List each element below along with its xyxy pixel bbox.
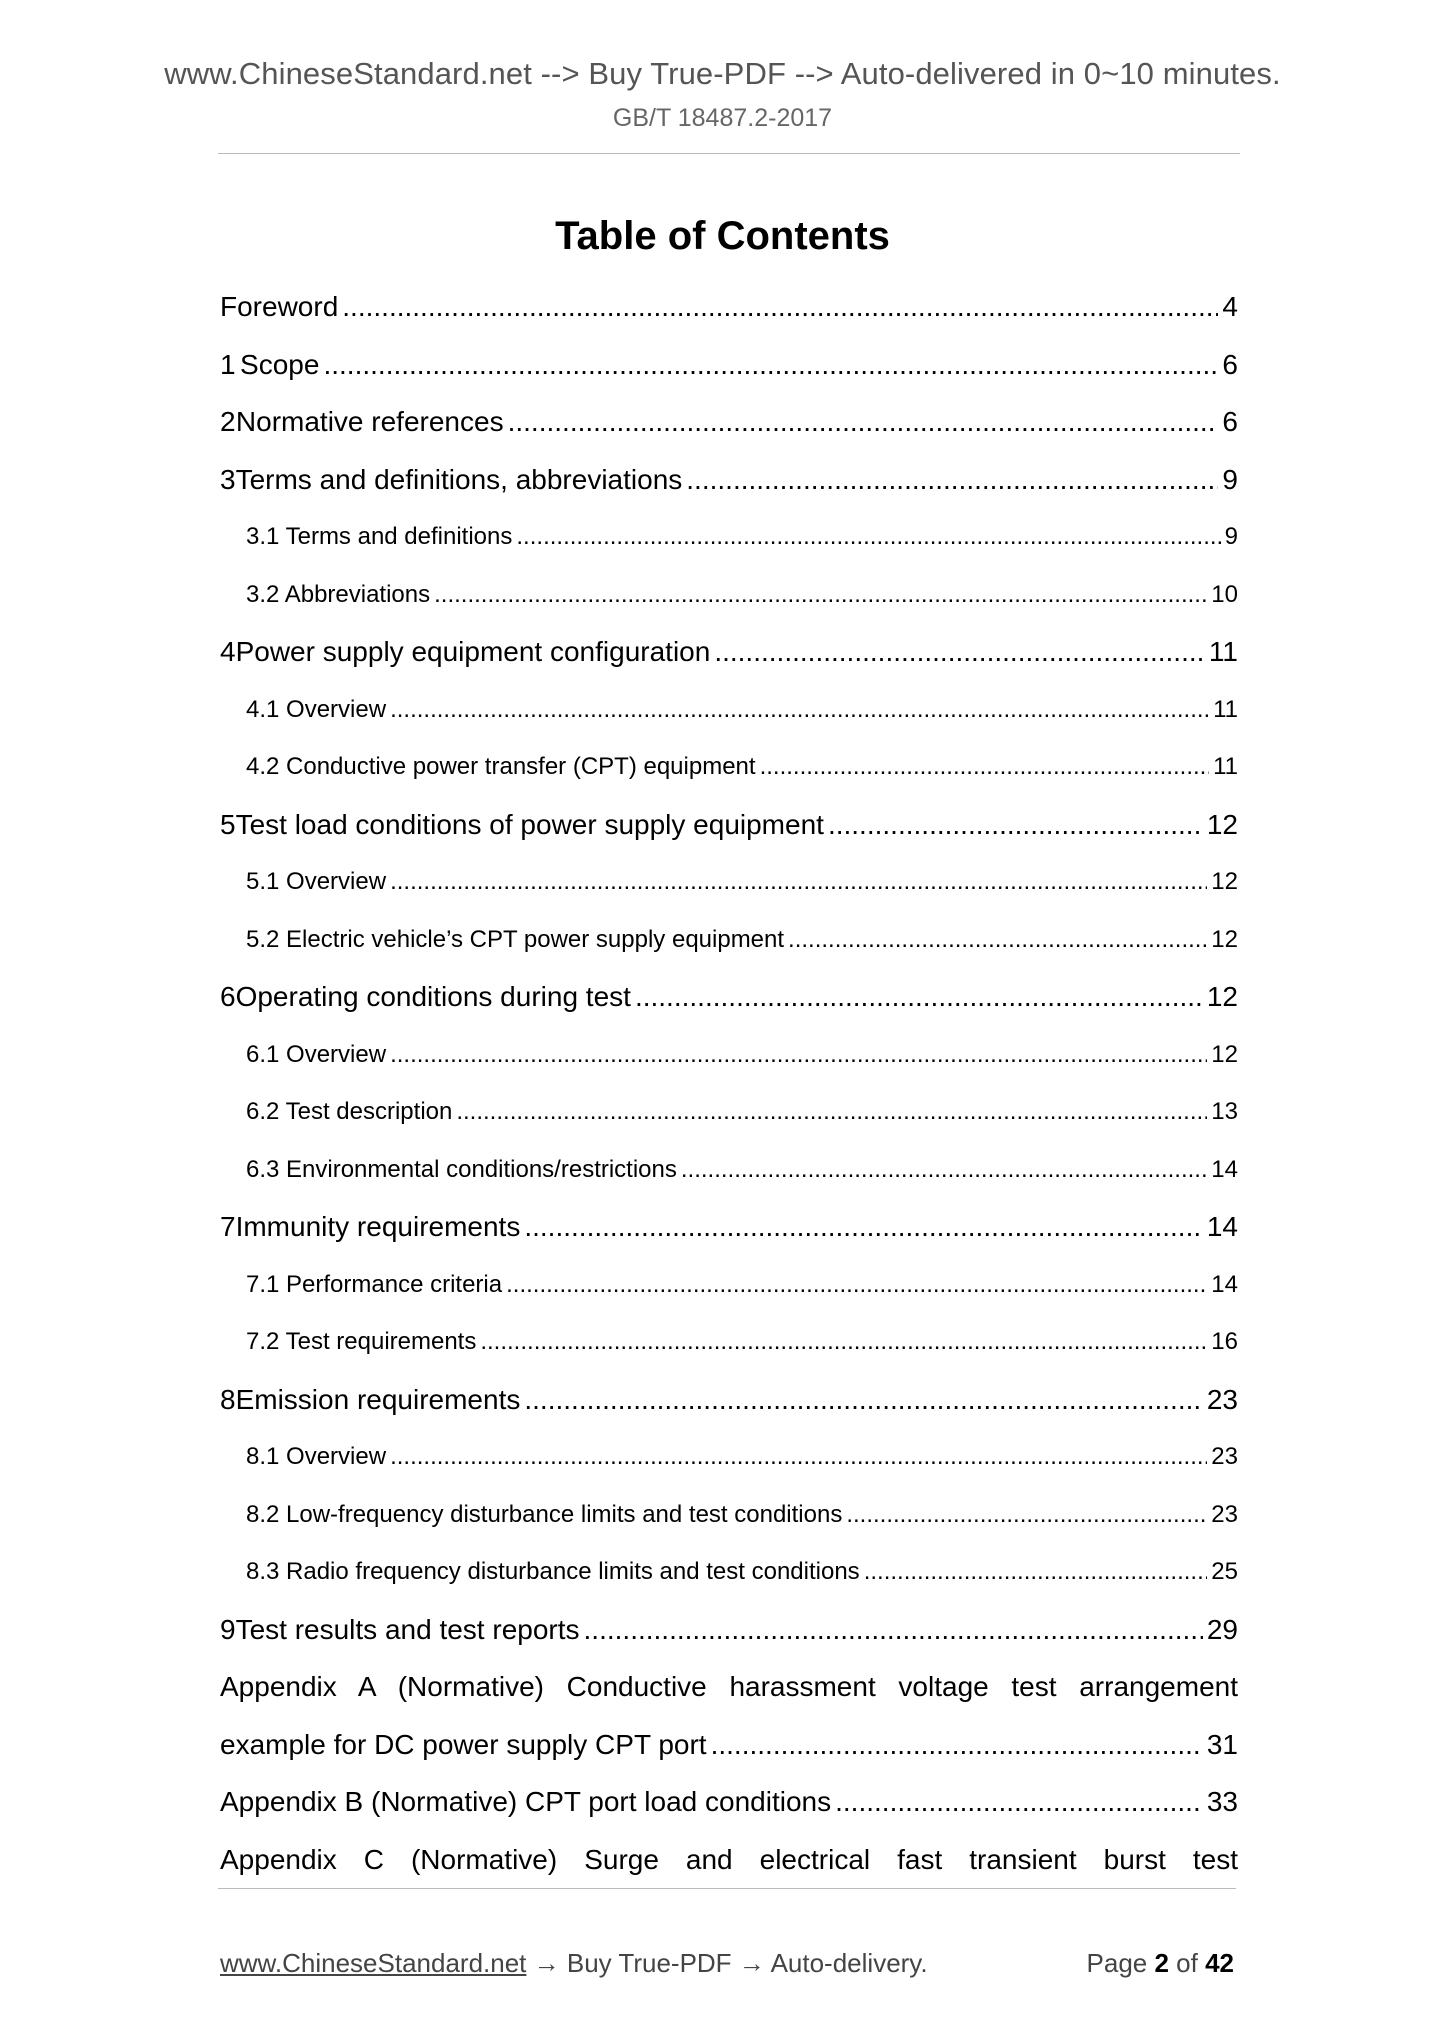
- toc-entry[interactable]: [220, 393, 1238, 451]
- toc-entry-label: 4.2 Conductive power transfer (CPT) equipment: [246, 753, 756, 780]
- toc-entry-label: Immunity requirements: [235, 1211, 521, 1242]
- toc-leader-dots: [846, 1486, 1207, 1544]
- toc-entry-number: 9: [220, 1613, 236, 1645]
- toc-entry-page: 6: [1222, 348, 1238, 380]
- toc-entry-label: 7.2 Test requirements: [246, 1328, 477, 1355]
- toc-entry[interactable]: [220, 1371, 1238, 1429]
- toc-entry-page: 31: [1206, 1728, 1238, 1760]
- toc-entry-appendix-a-line1[interactable]: [220, 1658, 1238, 1716]
- toc-entry-label: Foreword: [220, 291, 339, 322]
- toc-entry[interactable]: [220, 796, 1238, 854]
- toc-leader-dots: [390, 1428, 1207, 1486]
- toc-entry-label: 6.3 Environmental conditions/restrictions: [246, 1155, 677, 1183]
- toc-entry-page: 33: [1206, 1786, 1238, 1817]
- toc-entry-appendix-a-line2[interactable]: [220, 1716, 1238, 1774]
- toc-entry[interactable]: [220, 1198, 1238, 1256]
- toc-entry-label: 8.3 Radio frequency disturbance limits and test conditions: [246, 1558, 860, 1585]
- toc-entry-page: 29: [1206, 1613, 1238, 1645]
- toc-leader-dots: [864, 1543, 1208, 1601]
- standard-code: GB/T 18487.2-2017: [612, 104, 833, 132]
- toc-entry[interactable]: [220, 681, 1238, 739]
- toc-entry-appendix-c-line1[interactable]: [220, 1831, 1238, 1889]
- toc-entry-page: 23: [1206, 1383, 1238, 1415]
- toc-entry-page: 9: [1222, 463, 1238, 495]
- page-current: 2: [1154, 1948, 1169, 1978]
- footer-divider: [218, 1888, 1236, 1889]
- toc-entry-label: 8.2 Low-frequency disturbance limits and test conditions: [246, 1500, 843, 1528]
- toc-entry[interactable]: [220, 1428, 1238, 1486]
- toc-entry-page: 10: [1211, 580, 1238, 608]
- toc-entry-page: 11: [1213, 695, 1238, 723]
- toc-leader-dots: [760, 738, 1210, 796]
- toc-leader-dots: [342, 278, 1218, 336]
- page-footer: [220, 1948, 1234, 1979]
- toc-entry-page: 14: [1211, 1270, 1238, 1298]
- toc-leader-dots: [635, 968, 1203, 1026]
- toc-entry-number: 1: [220, 348, 236, 380]
- toc-entry[interactable]: [220, 1083, 1238, 1141]
- toc-leader-dots: [835, 1773, 1203, 1831]
- toc-entry-appendix-b[interactable]: [220, 1773, 1238, 1831]
- toc-entry-page: 23: [1211, 1443, 1238, 1470]
- toc-entry[interactable]: [220, 1313, 1238, 1371]
- toc-entry-label: 3.1 Terms and definitions: [246, 523, 513, 550]
- toc-leader-dots: [711, 1716, 1203, 1774]
- toc-entry-label: example for DC power supply CPT port: [220, 1728, 707, 1760]
- toc-entry-label: 5.2 Electric vehicle’s CPT power supply equipment: [246, 925, 785, 953]
- toc-entry-label: 5.1 Overview: [246, 868, 387, 895]
- toc-entry-page: 12: [1211, 868, 1238, 895]
- toc-leader-dots: [390, 853, 1207, 911]
- toc-leader-dots: [524, 1198, 1203, 1256]
- toc-leader-dots: [584, 1601, 1203, 1659]
- toc-leader-dots: [506, 1256, 1207, 1314]
- toc-entry-number: 6: [220, 981, 236, 1012]
- toc-entry-page: 14: [1206, 1211, 1238, 1242]
- toc-entry-page: 12: [1206, 981, 1238, 1012]
- toc-entry[interactable]: [220, 336, 1238, 394]
- toc-leader-dots: [714, 623, 1205, 681]
- page-total: 42: [1205, 1948, 1234, 1978]
- toc-leader-dots: [516, 508, 1220, 566]
- footer-tagline: → Buy True-PDF → Auto-delivery.: [526, 1948, 928, 1978]
- toc-entry[interactable]: [220, 1601, 1238, 1659]
- toc-entry[interactable]: [220, 1256, 1238, 1314]
- toc-entry-page: 9: [1224, 523, 1238, 550]
- toc-entry-label: 8.1 Overview: [246, 1443, 387, 1470]
- toc-entry-number: 8: [220, 1383, 236, 1415]
- toc-entry[interactable]: [220, 738, 1238, 796]
- page-prefix: Page: [1086, 1948, 1155, 1978]
- toc-entry[interactable]: [220, 566, 1238, 624]
- toc-entry[interactable]: [220, 853, 1238, 911]
- toc-entry-page: 4: [1222, 291, 1238, 322]
- toc-entry[interactable]: [220, 968, 1238, 1026]
- toc-entry-label: Emission requirements: [235, 1383, 521, 1415]
- toc-entry-label: Test load conditions of power supply equipment: [235, 808, 824, 840]
- toc-entry-label: Terms and definitions, abbreviations: [235, 463, 683, 495]
- toc-entry-page: 13: [1211, 1098, 1238, 1125]
- toc-entry-page: 12: [1206, 808, 1238, 840]
- toc-entry-label: Appendix C (Normative) Surge and electrical fast transient burst test: [220, 1843, 1238, 1875]
- toc-entry-page: 23: [1211, 1500, 1238, 1528]
- toc-leader-dots: [434, 566, 1207, 624]
- toc-entry[interactable]: [220, 1486, 1238, 1544]
- header-divider: [218, 153, 1240, 154]
- toc-entry[interactable]: [220, 451, 1238, 509]
- footer-left: [220, 1948, 928, 1979]
- toc-leader-dots: [390, 681, 1209, 739]
- toc-leader-dots: [681, 1141, 1207, 1199]
- toc-entry-page: 14: [1211, 1155, 1238, 1183]
- toc-entry-label: Power supply equipment configuration: [235, 636, 711, 667]
- toc-entry-page: 25: [1211, 1558, 1238, 1585]
- toc-entry-page: 16: [1211, 1328, 1238, 1355]
- toc-entry[interactable]: [220, 911, 1238, 969]
- toc-entry[interactable]: [220, 1026, 1238, 1084]
- toc-leader-dots: [686, 451, 1218, 509]
- toc-entry-label: 6.2 Test description: [246, 1098, 453, 1125]
- toc-leader-dots: [508, 393, 1219, 451]
- toc-entry-number: 5: [220, 808, 236, 840]
- toc-entry[interactable]: [220, 623, 1238, 681]
- toc-entry-label: Test results and test reports: [235, 1613, 580, 1645]
- toc-leader-dots: [828, 796, 1203, 854]
- toc-entry-page: 12: [1211, 925, 1238, 953]
- toc-entry-label: Scope: [240, 348, 320, 380]
- toc-entry-page: 12: [1211, 1040, 1238, 1068]
- table-of-contents: [220, 278, 1238, 1888]
- toc-entry-number: 7: [220, 1211, 236, 1242]
- page-title: Table of Contents: [555, 214, 890, 258]
- page-number: [1087, 1948, 1234, 1979]
- toc-entry-label: Appendix A (Normative) Conductive harassment voltage test arrangement: [220, 1671, 1238, 1702]
- toc-leader-dots: [323, 336, 1218, 394]
- toc-entry-label: 7.1 Performance criteria: [246, 1270, 503, 1298]
- footer-site-link[interactable]: www.ChineseStandard.net: [220, 1948, 527, 1978]
- toc-entry[interactable]: [220, 508, 1238, 566]
- toc-leader-dots: [480, 1313, 1207, 1371]
- header-banner: www.ChineseStandard.net --> Buy True-PDF --> Auto-delivered in 0~10 minutes.: [164, 56, 1281, 91]
- toc-entry-page: 11: [1213, 753, 1238, 780]
- toc-leader-dots: [390, 1026, 1207, 1084]
- toc-entry-label: Operating conditions during test: [235, 981, 631, 1012]
- toc-leader-dots: [456, 1083, 1207, 1141]
- page-of: of: [1168, 1948, 1206, 1978]
- toc-entry-label: Normative references: [235, 406, 504, 437]
- toc-leader-dots: [788, 911, 1207, 969]
- toc-entry[interactable]: [220, 1543, 1238, 1601]
- toc-entry-label: 3.2 Abbreviations: [246, 580, 431, 608]
- toc-entry[interactable]: [220, 1141, 1238, 1199]
- toc-entry-label: Appendix B (Normative) CPT port load conditions: [220, 1786, 832, 1817]
- toc-entry-number: 2: [220, 406, 236, 437]
- toc-entry-page: 6: [1222, 406, 1238, 437]
- toc-entry-number: 3: [220, 463, 236, 495]
- toc-leader-dots: [524, 1371, 1202, 1429]
- toc-entry[interactable]: [220, 278, 1238, 336]
- toc-entry-number: 4: [220, 636, 236, 667]
- toc-entry-label: 4.1 Overview: [246, 695, 387, 723]
- toc-entry-label: 6.1 Overview: [246, 1040, 387, 1068]
- toc-entry-page: 11: [1208, 636, 1238, 667]
